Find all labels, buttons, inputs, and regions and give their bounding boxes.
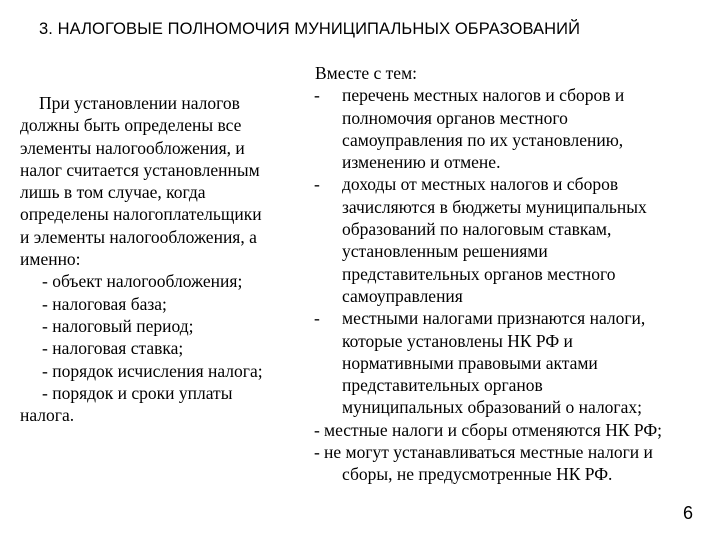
list-marker: - bbox=[314, 419, 320, 440]
list-item-line: доходы от местных налогов и сборов bbox=[342, 174, 619, 195]
list-item bbox=[314, 441, 714, 486]
right-column bbox=[314, 62, 714, 486]
intro-line: определены налогоплательщики bbox=[20, 204, 262, 225]
list-item-line: представительных органов bbox=[342, 375, 543, 396]
element-item: - объект налогообложения; bbox=[42, 271, 243, 292]
intro-line: элементы налогообложения, и bbox=[20, 137, 245, 158]
list-item-line: образований по налоговым ставкам, bbox=[342, 219, 612, 240]
right-heading: Вместе с тем: bbox=[315, 63, 418, 83]
list-item-line: местные налоги и сборы отменяются НК РФ; bbox=[324, 419, 663, 440]
list-item-line: самоуправления bbox=[342, 285, 463, 306]
list-item bbox=[314, 419, 714, 441]
list-item-line: сборы, не предусмотренные НК РФ. bbox=[342, 464, 613, 485]
list-item bbox=[314, 173, 714, 307]
list-item-line: нормативными правовыми актами bbox=[342, 352, 598, 373]
element-item: - налоговая база; bbox=[42, 293, 167, 314]
list-item-line: муниципальных образований о налогах; bbox=[342, 397, 642, 418]
element-item-continuation: налога. bbox=[20, 405, 75, 426]
list-marker: - bbox=[314, 308, 320, 329]
element-item: - налоговая ставка; bbox=[42, 338, 184, 359]
list-item-line: изменению и отмене. bbox=[342, 152, 501, 173]
list-item-line: установленным решениями bbox=[342, 241, 548, 262]
page-number: 6 bbox=[682, 503, 693, 523]
list-item-line: перечень местных налогов и сборов и bbox=[342, 85, 625, 106]
intro-line: именно: bbox=[20, 249, 81, 270]
list-marker: - bbox=[314, 442, 320, 463]
list-marker: - bbox=[314, 85, 320, 106]
list-item-line: которые установлены НК РФ и bbox=[342, 330, 573, 351]
list-item-line: представительных органов местного bbox=[342, 263, 616, 284]
element-item: - порядок исчисления налога; bbox=[42, 360, 263, 381]
intro-line: и элементы налогообложения, а bbox=[20, 226, 257, 247]
intro-line: налог считается установленным bbox=[20, 159, 260, 180]
intro-line: лишь в том случае, когда bbox=[20, 182, 206, 203]
list-item-line: местными налогами признаются налоги, bbox=[342, 308, 646, 329]
list-item-line: полномочия органов местного bbox=[342, 107, 568, 128]
list-item bbox=[314, 307, 714, 418]
intro-line: При установлении налогов bbox=[39, 93, 240, 113]
list-item-line: самоуправления по их установлению, bbox=[342, 129, 624, 150]
element-item: - налоговый период; bbox=[42, 315, 194, 336]
list-item-line: не могут устанавливаться местные налоги и bbox=[324, 442, 653, 463]
left-column bbox=[20, 92, 305, 426]
element-item: - порядок и сроки уплаты bbox=[42, 382, 233, 403]
intro-line: должны быть определены все bbox=[20, 115, 242, 136]
list-item bbox=[314, 84, 714, 173]
list-marker: - bbox=[314, 174, 320, 195]
list-item-line: зачисляются в бюджеты муниципальных bbox=[342, 196, 647, 217]
slide-title: 3. НАЛОГОВЫЕ ПОЛНОМОЧИЯ МУНИЦИПАЛЬНЫХ ОБРАЗОВАНИЙ bbox=[39, 20, 581, 38]
